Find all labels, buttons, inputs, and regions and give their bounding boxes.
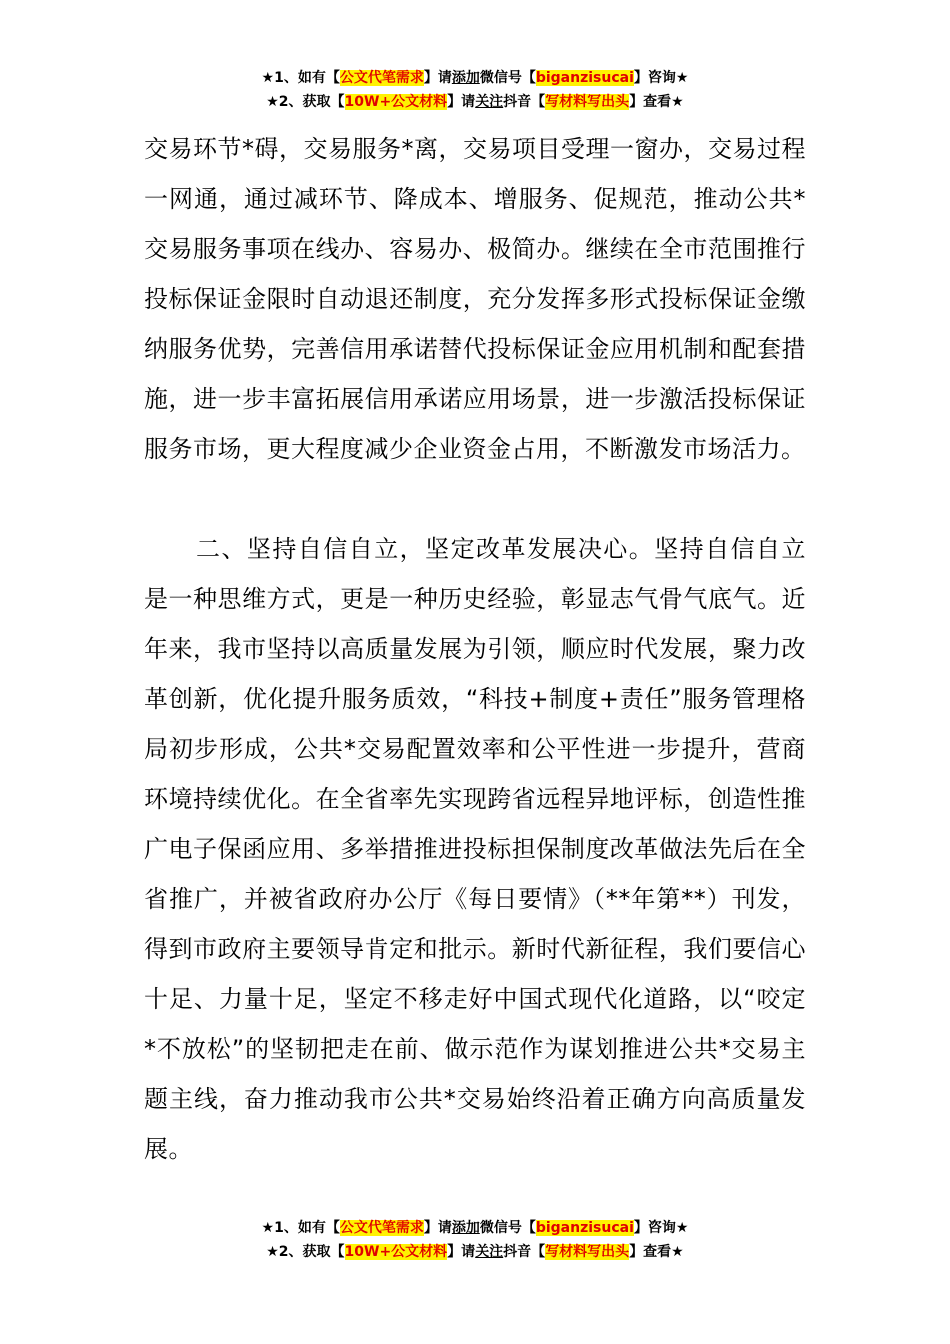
banner-line-1: ★1、如有【公文代笔需求】请添加微信号【biganzisucai】咨询★	[261, 1220, 689, 1236]
footer-banner	[0, 1216, 950, 1264]
header-banner	[0, 66, 950, 114]
banner-highlight: 10W+公文材料	[344, 1244, 448, 1260]
banner-highlight: biganzisucai	[535, 70, 634, 86]
paragraph-2: 二、坚持自信自立，坚定改革发展决心。坚持自信自立是一种思维方式，更是一种历史经验，彰显志气骨气底气。近年来，我市坚持以高质量发展为引领，顺应时代发展，聚力改革创新，优化提升服务质效，“科技+制度+责任”服务管理格局初步形成，公共*交易配置效率和公平性进一步提升，营商环境持续优化。在全省率先实现跨省远程异地评标，创造性推广电子保函应用、多举措推进投标担保制度改革做法先后在全省推广，并被省政府办公厅《每日要情》（**年第**）刊发，得到市政府主要领导肯定和批示。新时代新征程，我们要信心十足、力量十足，坚定不移走好中国式现代化道路，以“咬定*不放松”的坚韧把走在前、做示范作为谋划推进公共*交易主题主线，奋力推动我市公共*交易始终沿着正确方向高质量发展。	[144, 535, 806, 1163]
banner-line-2: ★2、获取【10W+公文材料】请关注抖音【写材料写出头】查看★	[266, 94, 684, 110]
document-body	[144, 124, 806, 1174]
banner-highlight: 写材料写出头	[545, 94, 630, 110]
banner-highlight: 写材料写出头	[545, 1244, 630, 1260]
paragraph-1: 交易环节*碍，交易服务*离，交易项目受理一窗办，交易过程一网通，通过减环节、降成本、增服务、促规范，推动公共*交易服务事项在线办、容易办、极简办。继续在全市范围推行投标保证金限时自动退还制度，充分发挥多形式投标保证金缴纳服务优势，完善信用承诺替代投标保证金应用机制和配套措施，进一步丰富拓展信用承诺应用场景，进一步激活投标保证服务市场，更大程度减少企业资金占用，不断激发市场活力。	[144, 135, 806, 463]
banner-highlight: 公文代笔需求	[339, 70, 424, 86]
banner-line-2: ★2、获取【10W+公文材料】请关注抖音【写材料写出头】查看★	[266, 1244, 684, 1260]
banner-line-1: ★1、如有【公文代笔需求】请添加微信号【biganzisucai】咨询★	[261, 70, 689, 86]
banner-highlight: biganzisucai	[535, 1220, 634, 1236]
banner-highlight: 公文代笔需求	[339, 1220, 424, 1236]
banner-highlight: 10W+公文材料	[344, 94, 448, 110]
